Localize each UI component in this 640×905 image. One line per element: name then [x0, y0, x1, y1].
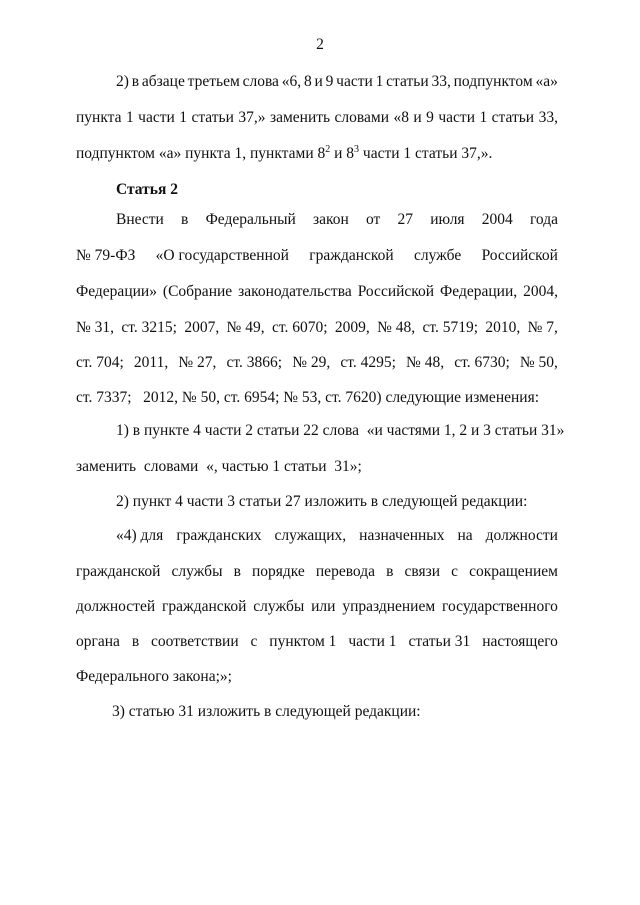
word: ст. 704; — [76, 354, 124, 371]
word: части 1 — [348, 633, 397, 650]
word: № 50, — [519, 354, 558, 371]
word: 1 — [375, 73, 384, 90]
item-2-line-1: 2) пункт 4 части 3 статьи 27 изложить в следующей редакции: — [116, 493, 528, 510]
paragraph-2-line-5 — [76, 353, 558, 373]
word: службы — [171, 563, 223, 580]
word: в — [386, 563, 394, 580]
word: словами — [334, 109, 389, 126]
word: в — [181, 211, 189, 228]
word: 1 — [125, 109, 134, 126]
paragraph-1-line-3 — [76, 144, 558, 164]
word: № 7, — [527, 319, 558, 336]
quote-line-1 — [116, 526, 558, 546]
superscript-3: 3 — [354, 143, 360, 155]
word: и — [413, 109, 422, 126]
word: «О государственной — [155, 247, 289, 264]
word: 2010, — [485, 319, 521, 336]
word: № 29, — [292, 354, 331, 371]
superscript-2: 2 — [325, 143, 331, 155]
word: 1 — [479, 109, 488, 126]
word: ст. 4295; — [340, 354, 396, 371]
word: Российской — [357, 283, 435, 300]
word: третьем — [187, 73, 240, 90]
paragraph-2-line-2 — [76, 246, 558, 266]
word: с — [250, 633, 258, 650]
word: с — [451, 563, 458, 580]
paragraph-2-line-4 — [76, 318, 558, 338]
paragraph-1-line-1 — [116, 72, 558, 92]
word: в — [131, 633, 140, 650]
word: № 79-ФЗ — [76, 247, 136, 264]
word: гражданской — [76, 563, 161, 580]
word: ст. 3866; — [226, 354, 283, 371]
word: государственного — [442, 598, 558, 615]
word: (Собрание — [162, 283, 233, 300]
word: 2) — [116, 73, 129, 90]
paragraph-1-line-3-text-a: подпунктом «а» пункта 1, пунктами 8 — [76, 145, 326, 162]
quote-line-2 — [76, 562, 558, 582]
word: 33, — [431, 73, 451, 90]
word: Российской — [481, 247, 558, 264]
word: службы — [253, 598, 305, 615]
quote-line-3 — [76, 597, 558, 617]
word: перевода — [315, 563, 375, 580]
word: и — [314, 73, 323, 90]
word: 2011, — [133, 354, 169, 371]
word: ст. 3215; — [121, 319, 177, 336]
word: № 48, — [406, 354, 445, 371]
word: июля — [430, 211, 465, 228]
word: абзаце — [141, 73, 185, 90]
word: Федерации» — [76, 283, 157, 300]
item-1-line-1: 1) в пункте 4 части 2 статьи 22 слова «и частями 1, 2 и 3 статьи 31» — [116, 422, 565, 439]
word: органа — [76, 633, 120, 650]
word: пункта — [76, 109, 122, 126]
word: назначенных — [359, 527, 445, 544]
word: части — [438, 109, 475, 126]
paragraph-2-line-1 — [116, 210, 558, 230]
word: 37,» — [238, 109, 266, 126]
word: части — [336, 73, 373, 90]
word: статьи — [191, 109, 234, 126]
word: службе — [414, 247, 462, 264]
word: гражданских — [176, 527, 262, 544]
word: гражданской — [309, 247, 394, 264]
paragraph-2-line-6: ст. 7337; 2012, № 50, ст. 6954; № 53, ст. 7620) следующие изменения: — [76, 389, 540, 406]
word: 2004 — [481, 211, 513, 228]
word: служащих, — [274, 527, 347, 544]
word: связи — [404, 563, 441, 580]
word: слова — [242, 73, 279, 90]
word: № 49, — [226, 319, 265, 336]
word: «а» — [535, 73, 558, 90]
word: № 27, — [178, 354, 217, 371]
quote-line-5: Федерального закона;»; — [76, 668, 232, 685]
word: от — [366, 211, 381, 228]
word: должностей — [76, 598, 156, 615]
word: 2007, — [184, 319, 220, 336]
word: пунктом 1 — [269, 633, 337, 650]
word: 27 — [397, 211, 414, 228]
word: ст. 5719; — [422, 319, 479, 336]
word: статьи 31 — [408, 633, 471, 650]
word: 1 — [179, 109, 187, 126]
paragraph-1-line-2 — [76, 108, 558, 128]
word: 9 — [325, 73, 334, 90]
word: года — [529, 211, 558, 228]
word: закон — [313, 211, 349, 228]
item-1-line-2: заменить словами «, частью 1 статьи 31»; — [76, 458, 362, 475]
word: 2004, — [523, 283, 558, 300]
word: подпунктом — [453, 73, 533, 90]
word: «8 — [393, 109, 409, 126]
word: сокращением — [469, 563, 558, 580]
item-3-line-1: 3) статью 31 изложить в следующей редакции: — [112, 703, 421, 720]
word: ст. 6070; — [271, 319, 328, 336]
word: упразднением — [342, 598, 436, 615]
word: ст. 6730; — [454, 354, 510, 371]
word: 8 — [303, 73, 312, 90]
word: 2009, — [334, 319, 370, 336]
word: 9 — [426, 109, 434, 126]
word: или — [311, 598, 336, 615]
word: № 48, — [377, 319, 416, 336]
word: на — [457, 527, 473, 544]
word: гражданской — [162, 598, 247, 615]
word: статьи — [491, 109, 535, 126]
word: «4) для — [116, 527, 164, 544]
word: соответствии — [151, 633, 239, 650]
word: Внести — [116, 211, 164, 228]
quote-line-4 — [76, 632, 558, 652]
word: статьи — [386, 73, 429, 90]
word: заменить — [269, 109, 331, 126]
word: «6, — [281, 73, 302, 90]
word: Федеральный — [205, 211, 296, 228]
word: Федерации, — [440, 283, 518, 300]
paragraph-1-line-3-text-b: и 8 — [330, 145, 355, 162]
article-heading: Статья 2 — [116, 181, 178, 198]
word: 33, — [538, 109, 558, 126]
word: законодательства — [238, 283, 352, 300]
word: должности — [485, 527, 558, 544]
word: части — [138, 109, 175, 126]
word: порядке — [251, 563, 305, 580]
page-number: 2 — [316, 36, 324, 53]
word: в — [131, 73, 140, 90]
word: настоящего — [482, 633, 558, 650]
paragraph-1-line-3-text-c: части 1 статьи 37,». — [359, 145, 493, 162]
word: в — [233, 563, 241, 580]
word: № 31, — [76, 319, 115, 336]
paragraph-2-line-3 — [76, 282, 558, 302]
